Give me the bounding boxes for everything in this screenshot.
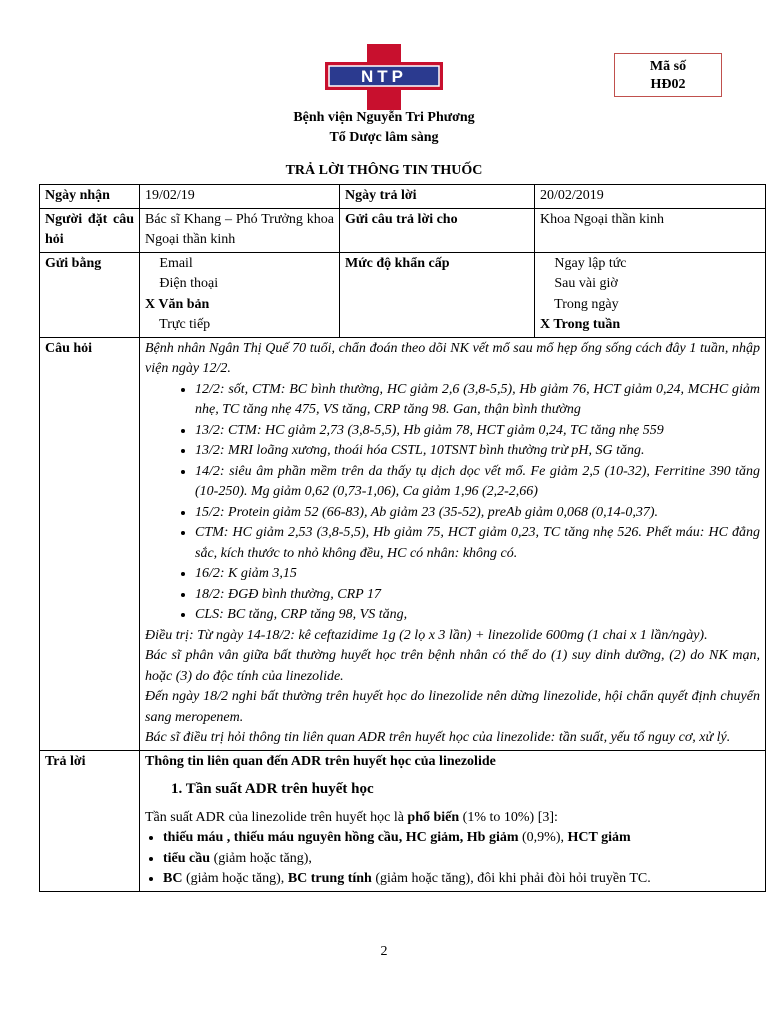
send-by-email:   Email — [145, 255, 193, 271]
logo-text: NTP — [361, 67, 407, 86]
hospital-name: Bệnh viện Nguyễn Tri Phương — [293, 110, 475, 125]
answer-intro — [145, 808, 760, 829]
urgency-week: X Trong tuần — [540, 317, 621, 332]
adr-anemia-rate: (0,9%), — [518, 830, 568, 845]
answer-heading: Thông tin liên quan đến ADR trên huyết học của linezolide — [145, 753, 496, 769]
decision-paragraph: Đến ngày 18/2 nghi bất thường trên huyết học do linezolide nên dừng linezolide, hội chẩn quyết định chuyển sang meropenem. — [145, 689, 760, 725]
hospital-header — [0, 108, 768, 148]
received-date-value: 19/02/19 — [140, 185, 340, 209]
asker-label: Người đặt câu hỏi — [40, 208, 140, 252]
urgency-label: Mức độ khẩn cấp — [340, 252, 535, 337]
page-number: 2 — [380, 944, 388, 959]
list-item: • 13/2: MRI loãng xương, thoái hóa CSTL, 10TSNT bình thường trừ pH, SG tăng. — [195, 441, 760, 462]
question-findings-list — [145, 380, 760, 626]
send-to-value: Khoa Ngoại thần kinh — [535, 208, 766, 252]
info-table — [39, 184, 766, 892]
send-by-direct:   Trực tiếp — [145, 317, 211, 332]
adr-wbc: BC — [163, 871, 183, 886]
adr-platelets-note: (giảm hoặc tăng), — [210, 850, 312, 866]
urgency-options — [535, 252, 766, 337]
department-name: Tổ Dược lâm sàng — [329, 130, 439, 145]
document-title: TRẢ LỜI THÔNG TIN THUỐC — [285, 163, 483, 178]
answer-intro-text: Tần suất ADR của linezolide trên huyết học là — [145, 809, 408, 825]
doctor-concern-paragraph: Bác sĩ phân vân giữa bất thường huyết học trên bệnh nhân có thể do (1) suy dinh dưỡng, (2) do NK mạn, hoặc (3) do độc tính của linezolide. — [145, 648, 760, 684]
list-item: • CTM: HC giảm 2,53 (3,8-5,5), Hb giảm 75, HCT giảm 0,23, TC tăng nhẹ 526. Phết máu: HC đẳng sắc, kích thước to nhỏ không đều, HC có nhân: không có. — [195, 523, 760, 564]
received-date-label: Ngày nhận — [40, 185, 140, 209]
row-asker — [40, 208, 766, 252]
row-question — [40, 337, 766, 750]
answer-body — [140, 750, 766, 891]
send-by-document: X Văn bản — [145, 296, 210, 312]
list-item: • 14/2: siêu âm phần mềm trên da thấy tụ dịch dọc vết mổ. Fe giảm 2,5 (10-32), Ferritine 390 tăng (10-250). Mg giảm 0,62 (0,73-1,06), Ca giảm 1,96 (2,2-2,66) — [195, 462, 760, 503]
send-to-label: Gửi câu trả lời cho — [340, 208, 535, 252]
code-label: Mã số — [649, 59, 687, 74]
list-item: • 18/2: ĐGĐ bình thường, CRP 17 — [195, 585, 760, 606]
adr-wbc-note: (giảm hoặc tăng), — [182, 871, 288, 886]
answer-label: Trả lời — [40, 750, 140, 891]
send-by-options — [140, 252, 340, 337]
row-dates — [40, 185, 766, 209]
answer-adr-list — [145, 828, 760, 890]
answer-intro-range: (1% to 10%) [3]: — [459, 809, 558, 825]
list-item: • 16/2: K giảm 3,15 — [195, 564, 760, 585]
list-item: • 12/2: sốt, CTM: BC bình thường, HC giảm 2,6 (3,8-5,5), Hb giảm 76, HCT giảm 0,24, MCHC giảm nhẹ, TC tăng nhẹ 475, VS tăng, CRP tăng 98. Gan, thận bình thường — [195, 380, 760, 421]
row-answer — [40, 750, 766, 891]
answer-intro-frequency: phổ biến — [407, 809, 460, 825]
asker-value: Bác sĩ Khang – Phó Trưởng khoa Ngoại thần kinh — [140, 208, 340, 252]
code-value: HĐ02 — [650, 77, 686, 92]
question-intro: Bệnh nhân Ngân Thị Quế 70 tuổi, chẩn đoán theo dõi NK vết mổ sau mổ hẹp ống sống cách đây 1 tuần, nhập viện ngày 12/2. — [145, 340, 760, 376]
list-item: • CLS: BC tăng, CRP tăng 98, VS tăng, — [195, 605, 760, 626]
urgency-immediate:   Ngay lập tức — [540, 255, 627, 271]
list-item — [163, 849, 760, 870]
urgency-day:   Trong ngày — [540, 296, 619, 312]
adr-anemia: thiếu máu , thiếu máu nguyên hồng cầu, HC giảm, Hb giảm — [163, 830, 519, 845]
answer-subheading: 1. Tần suất ADR trên huyết học — [171, 781, 374, 797]
adr-platelets: tiểu cầu — [163, 850, 211, 866]
urgency-hours:   Sau vài giờ — [540, 276, 618, 291]
list-item — [163, 828, 760, 849]
document-code-box — [614, 53, 722, 97]
adr-neutrophil: BC trung tính — [287, 871, 372, 886]
question-label: Câu hỏi — [40, 337, 140, 750]
list-item: • 13/2: CTM: HC giảm 2,73 (3,8-5,5), Hb giảm 78, HCT giảm 0,24, TC tăng nhẹ 559 — [195, 421, 760, 442]
question-paragraph: Bác sĩ điều trị hỏi thông tin liên quan ADR trên huyết học của linezolide: tần suất, yếu tố nguy cơ, xử lý. — [145, 730, 731, 745]
adr-neutrophil-note: (giảm hoặc tăng), đôi khi phải đòi hỏi truyền TC. — [371, 871, 651, 886]
list-item — [163, 869, 760, 890]
reply-date-label: Ngày trả lời — [340, 185, 535, 209]
send-by-label: Gửi bằng — [40, 252, 140, 337]
send-by-phone:   Điện thoại — [145, 276, 219, 291]
treatment-paragraph: Điều trị: Từ ngày 14-18/2: kê ceftazidime 1g (2 lọ x 3 lần) + linezolide 600mg (1 chai x 1 lần/ngày). — [145, 627, 708, 643]
row-method — [40, 252, 766, 337]
question-body — [140, 337, 766, 750]
adr-hct: HCT giảm — [567, 830, 631, 845]
hospital-logo — [325, 44, 443, 110]
reply-date-value: 20/02/2019 — [535, 185, 766, 209]
list-item: • 15/2: Protein giảm 52 (66-83), Ab giảm 23 (35-52), preAb giảm 0,068 (0,14-0,37). — [195, 503, 760, 524]
